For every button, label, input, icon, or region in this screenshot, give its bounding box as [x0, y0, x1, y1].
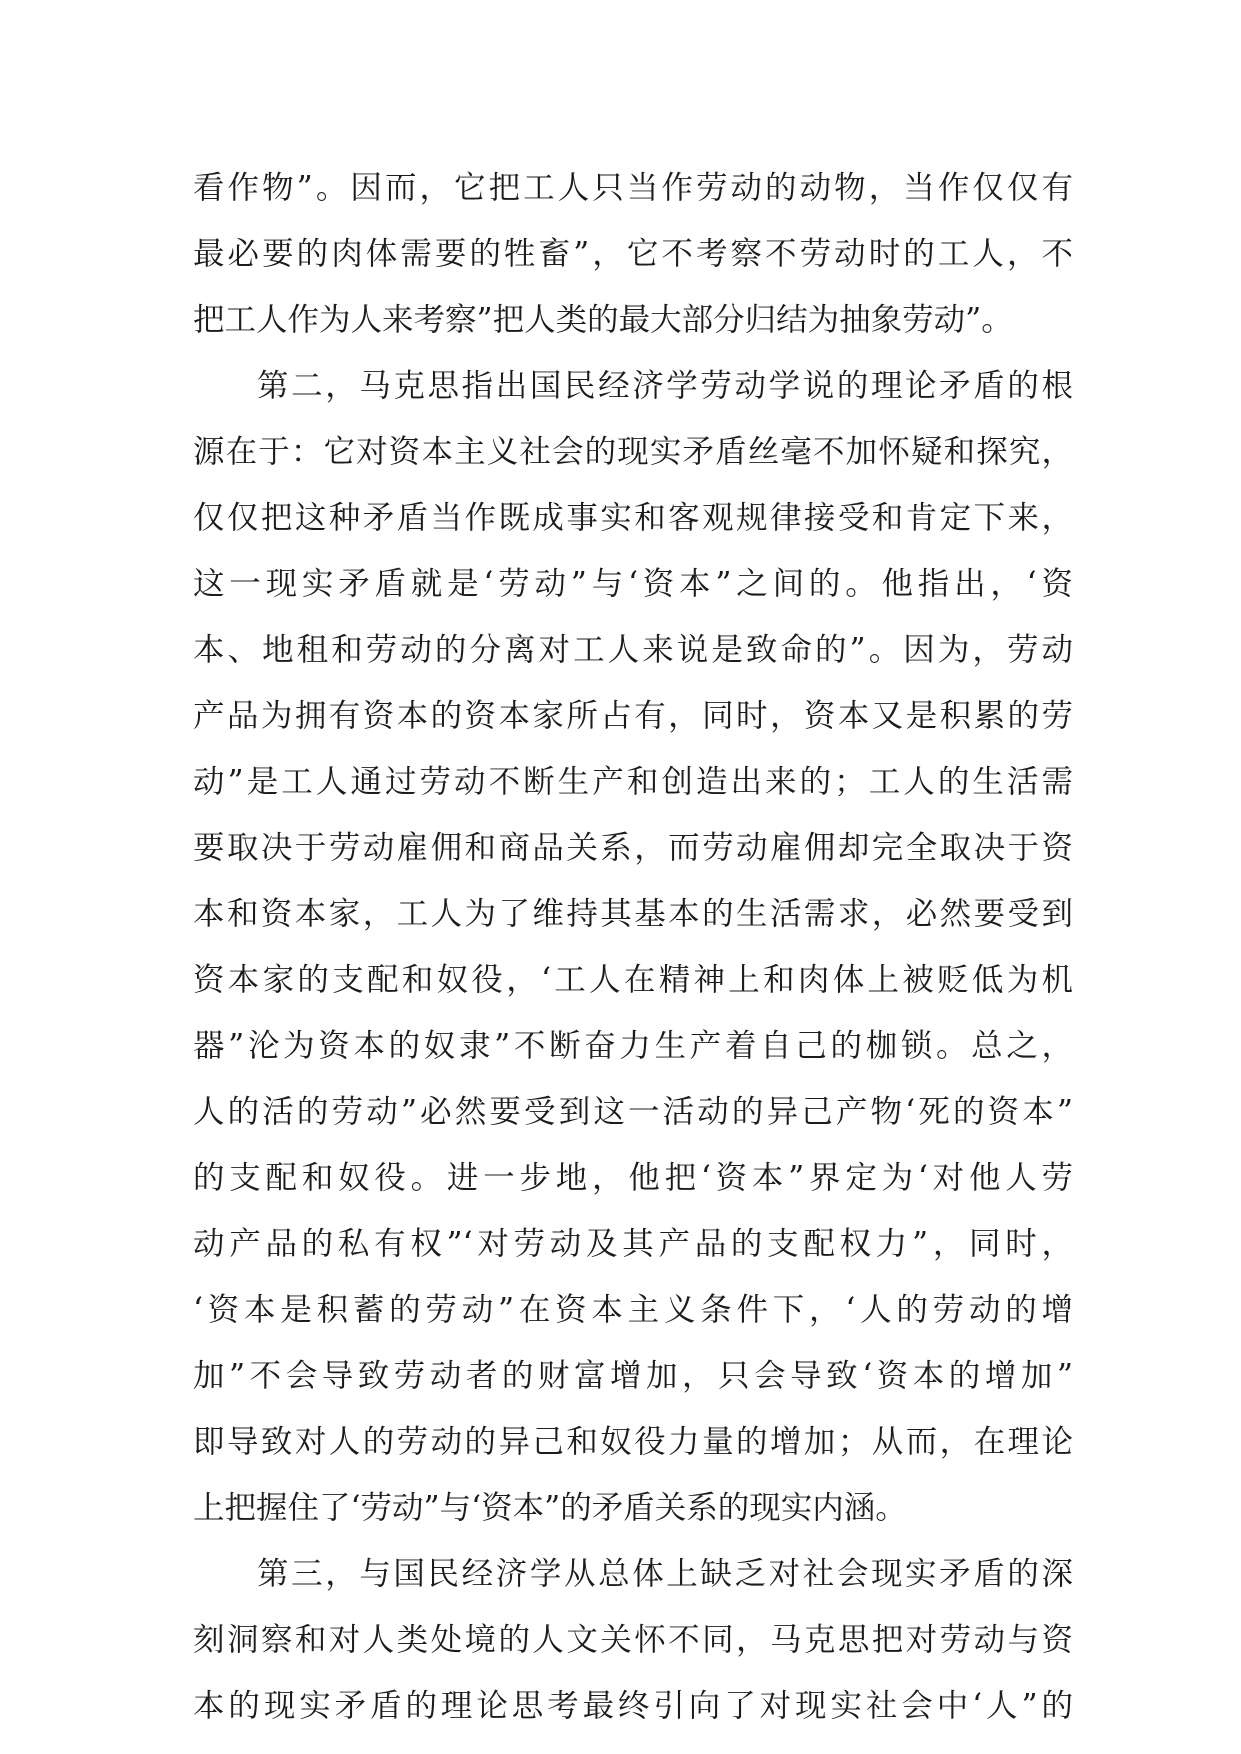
text-line: 的支配和奴役。进一步地，他把‘资本”界定为‘对他人劳 — [193, 1160, 1073, 1196]
text-line: 本、地租和劳动的分离对工人来说是致命的”。因为，劳动 — [193, 632, 1073, 668]
text-line: 本的现实矛盾的理论思考最终引向了对现实社会中‘人”的 — [193, 1688, 1073, 1724]
text-line: 动”是工人通过劳动不断生产和创造出来的；工人的生活需 — [193, 764, 1073, 800]
text-line: 刻洞察和对人类处境的人文关怀不同，马克思把对劳动与资 — [193, 1622, 1073, 1658]
text-line: 加”不会导致劳动者的财富增加，只会导致‘资本的增加” — [193, 1358, 1073, 1394]
text-line: 要取决于劳动雇佣和商品关系，而劳动雇佣却完全取决于资 — [193, 830, 1073, 866]
text-line: 本和资本家，工人为了维持其基本的生活需求，必然要受到 — [193, 896, 1073, 932]
text-line: 上把握住了‘劳动”与‘资本”的矛盾关系的现实内涵。 — [193, 1490, 907, 1526]
text-line: 器”沦为资本的奴隶”不断奋力生产着自己的枷锁。总之， — [193, 1028, 1073, 1064]
text-line: 最必要的肉体需要的牲畜”，它不考察不劳动时的工人，不 — [193, 236, 1073, 272]
text-line: 产品为拥有资本的资本家所占有，同时，资本又是积累的劳 — [193, 698, 1073, 734]
text-line: 即导致对人的劳动的异己和奴役力量的增加；从而，在理论 — [193, 1424, 1073, 1460]
text-line: 人的活的劳动”必然要受到这一活动的异己产物‘死的资本” — [193, 1094, 1073, 1130]
text-line: 资本家的支配和奴役，‘工人在精神上和肉体上被贬低为机 — [193, 962, 1073, 998]
text-line: 这一现实矛盾就是‘劳动”与‘资本”之间的。他指出，‘资 — [193, 566, 1073, 602]
text-line: 动产品的私有权”‘对劳动及其产品的支配权力”，同时， — [193, 1226, 1073, 1262]
paragraph-start-line: 第二，马克思指出国民经济学劳动学说的理论矛盾的根 — [257, 368, 1073, 404]
text-line: 把工人作为人来考察”把人类的最大部分归结为抽象劳动”。 — [193, 302, 1013, 338]
text-line: 看作物”。因而，它把工人只当作劳动的动物，当作仅仅有 — [193, 170, 1073, 206]
text-line: 源在于：它对资本主义社会的现实矛盾丝毫不加怀疑和探究， — [193, 434, 1073, 470]
paragraph-start-line: 第三，与国民经济学从总体上缺乏对社会现实矛盾的深 — [257, 1556, 1073, 1592]
text-line: 仅仅把这种矛盾当作既成事实和客观规律接受和肯定下来， — [193, 500, 1073, 536]
body-text — [193, 155, 1073, 1739]
text-line: ‘资本是积蓄的劳动”在资本主义条件下，‘人的劳动的增 — [193, 1292, 1073, 1328]
